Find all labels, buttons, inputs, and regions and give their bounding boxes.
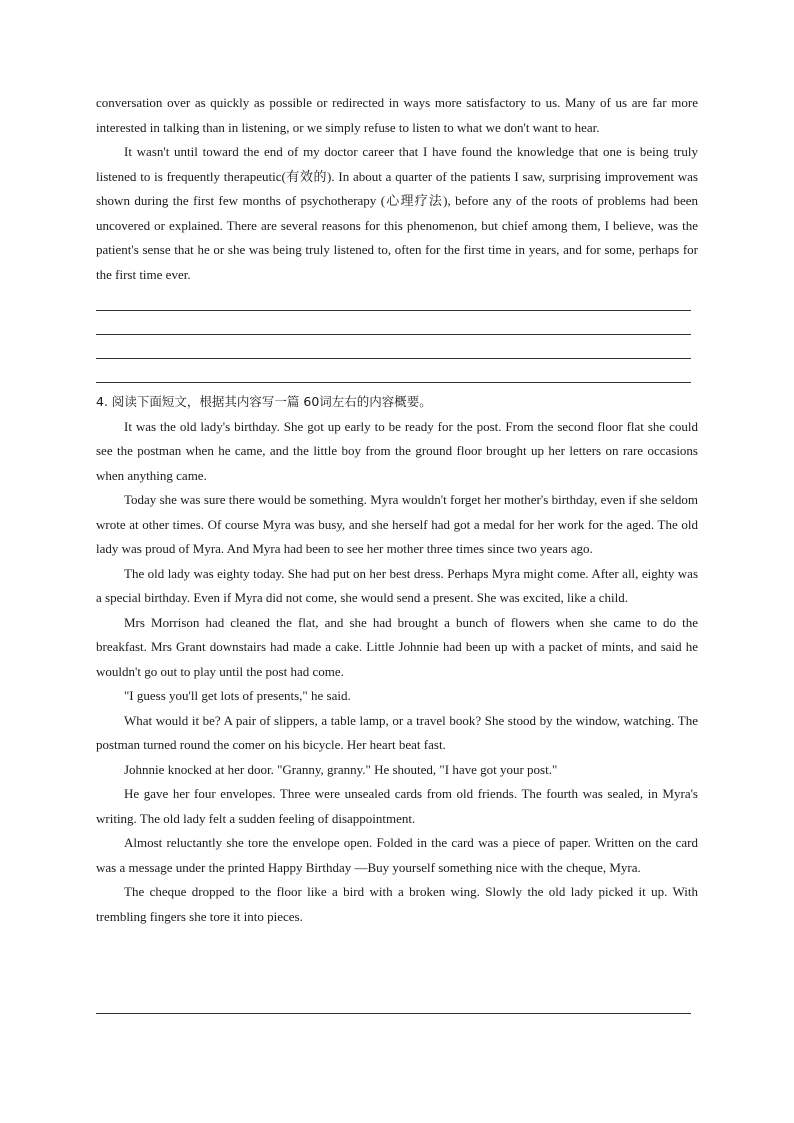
story-paragraph: Almost reluctantly she tore the envelope open. Folded in the card was a piece of paper. Written on the card was a message under the printed Happy Birthday —Buy yourself something nice with the cheque, Myra. (96, 835, 698, 875)
story-paragraph: What would it be? A pair of slippers, a table lamp, or a travel book? She stood by the window, watching. The postman turned round the comer on his bicycle. Her heart beat fast. (96, 712, 698, 752)
answer-line-3-2[interactable] (96, 334, 691, 335)
story-paragraph: The cheque dropped to the floor like a bird with a broken wing. Slowly the old lady picked it up. With trembling fingers she tore it into pieces. (96, 884, 698, 924)
passage-3-paragraph-2: It wasn't until toward the end of my doctor career that I have found the knowledge that one is being truly listened to is frequently therapeutic(有效的). In about a quarter of the patients I saw, surprising improvement was shown during the first few months of psychotherapy (心理疗法), before any of the roots of problems had been uncovered or explained. There are several reasons for this phenomenon, but chief among them, I believe, was the patient's sense that he or she was being truly listened to, often for the first time in years, and for some, perhaps for the first time ever. (96, 144, 698, 282)
story-paragraph: Today she was sure there would be something. Myra wouldn't forget her mother's birthday, even if she seldom wrote at other times. Of course Myra was busy, and she herself had got a medal for her work for the aged. The old lady was proud of Myra. And Myra had been to see her mother three times since two years ago. (96, 492, 698, 556)
passage-3 (96, 91, 698, 287)
answer-line-3-3[interactable] (96, 358, 691, 359)
story-paragraph: Mrs Morrison had cleaned the flat, and she had brought a bunch of flowers when she came to do the breakfast. Mrs Grant downstairs had made a cake. Little Johnnie had been up with a packet of mints, and said he wouldn't go out to play until the post had come. (96, 614, 698, 679)
answer-line-3-1[interactable] (96, 310, 691, 311)
answer-line-3-4[interactable] (96, 382, 691, 383)
story-paragraph: He gave her four envelopes. Three were unsealed cards from old friends. The fourth was sealed, in Myra's writing. The old lady felt a sudden feeling of disappointment. (96, 786, 698, 826)
story-paragraph: Johnnie knocked at her door. "Granny, granny." He shouted, "I have got your post." (124, 761, 558, 777)
question-4 (96, 390, 698, 929)
question-4-prompt: 4. 阅读下面短文，根据其内容写一篇 60词左右的内容概要。 (96, 394, 432, 409)
answer-line-4-1[interactable] (96, 1013, 691, 1014)
story-paragraph: "I guess you'll get lots of presents," he said. (124, 688, 351, 703)
story-paragraph: The old lady was eighty today. She had put on her best dress. Perhaps Myra might come. After all, eighty was a special birthday. Even if Myra did not come, she would send a present. She was excited, like a child. (96, 565, 698, 605)
passage-3-paragraph-1-continued: conversation over as quickly as possible or redirected in ways more satisfactory to us. Many of us are far more interested in talking than in listening, or we simply refuse to listen to what we don't want to hear. (96, 95, 698, 135)
story-paragraph: It was the old lady's birthday. She got up early to be ready for the post. From the second floor flat she could see the postman when he came, and the little boy from the ground floor brought up her letters on rare occasions when anything came. (96, 418, 698, 483)
